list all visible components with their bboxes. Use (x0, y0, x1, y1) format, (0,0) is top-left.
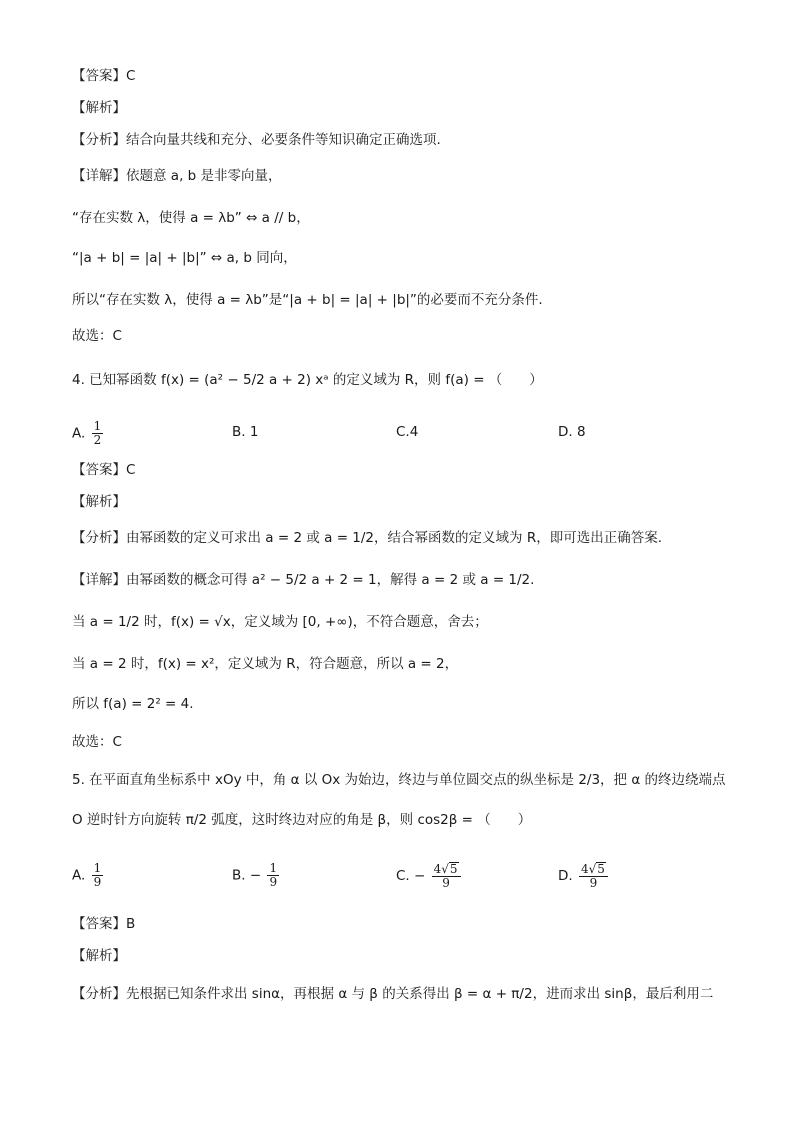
analysis-tag: 【解析】 (72, 100, 126, 116)
xiangjie-tag: 【详解】 (72, 168, 126, 184)
answer-tag: 【答案】 (72, 916, 126, 932)
xiangjie-line (72, 166, 734, 186)
fraction: $\frac{4√5}{9}$ (579, 862, 608, 890)
detail-line-3 (72, 248, 734, 268)
fenxi-tag: 【分析】 (72, 132, 126, 148)
option-label: A. (72, 867, 86, 884)
fenxi-text: 结合向量共线和充分、必要条件等知识确定正确选项. (126, 132, 441, 148)
answer-line (72, 66, 734, 86)
question-text: 5. 在平面直角坐标系中 xOy 中，角 α 以 Ox 为始边，终边与单位圆交点的纵坐标是 2/3，把 α 的终边绕端点 (72, 772, 726, 788)
fenxi-text: 先根据已知条件求出 sinα，再根据 α 与 β 的关系得出 β = α + π/2，进而求出 sinβ，最后利用二 (126, 986, 714, 1002)
answer-value: C (126, 68, 136, 84)
option-value: 8 (576, 424, 586, 440)
choose-line (72, 326, 734, 346)
fraction: $\frac{1}{2}$ (93, 419, 102, 447)
fenxi-line (72, 528, 734, 548)
answer-value: B (126, 916, 136, 932)
analysis-heading (72, 492, 734, 512)
choose-line (72, 732, 734, 752)
q5-option-c: C. − $\frac{4√5}{9}$ (396, 862, 463, 890)
q4-option-c (396, 422, 418, 442)
answer-tag: 【答案】 (72, 462, 126, 478)
option-label: C. (396, 868, 410, 884)
option-label: D. (558, 868, 573, 884)
option-label: C. (396, 424, 410, 440)
fenxi-tag: 【分析】 (72, 986, 126, 1002)
xiangjie-text: 由幂函数的概念可得 a² − 5/2 a + 2 = 1，解得 a = 2 或 a = 1/2. (126, 572, 535, 588)
detail-text: 所以 f(a) = 2² = 4. (72, 696, 194, 712)
question-text: O 逆时针方向旋转 π/2 弧度，这时终边对应的角是 β，则 cos2β = （ ） (72, 812, 532, 828)
fenxi-line (72, 984, 734, 1004)
q4-option-b (232, 422, 258, 442)
answer-line (72, 460, 734, 480)
fenxi-line (72, 130, 734, 150)
analysis-tag: 【解析】 (72, 494, 126, 510)
detail-text: “|a + b| = |a| + |b|” ⇔ a, b 同向， (72, 250, 297, 266)
analysis-heading (72, 98, 734, 118)
answer-line (72, 914, 734, 934)
option-value: 1 (249, 424, 259, 440)
fraction: $\frac{1}{9}$ (93, 861, 102, 889)
detail-text: 当 a = 2 时，f(x) = x²，定义域为 R，符合题意，所以 a = 2， (72, 656, 459, 672)
question-5-stem-line-1 (72, 770, 734, 790)
choose-text: 故选：C (72, 328, 122, 344)
analysis-tag: 【解析】 (72, 948, 126, 964)
xiangjie-line (72, 570, 734, 590)
choose-text: 故选：C (72, 734, 122, 750)
fenxi-text: 由幂函数的定义可求出 a = 2 或 a = 1/2，结合幂函数的定义域为 R，即可选出正确答案. (126, 530, 662, 546)
q4-option-a (72, 420, 105, 447)
detail-line-2 (72, 612, 734, 632)
q5-option-a (72, 862, 105, 889)
detail-line-3 (72, 654, 734, 674)
detail-text: 当 a = 1/2 时，f(x) = √x，定义域为 [0, +∞)，不符合题意，舍去； (72, 614, 488, 630)
fraction: $\frac{1}{9}$ (269, 861, 278, 889)
option-label: D. (558, 424, 573, 440)
question-5-stem-line-2 (72, 810, 734, 830)
detail-text: 所以“存在实数 λ，使得 a = λb”是“|a + b| = |a| + |b|”的必要而不充分条件. (72, 292, 543, 308)
fenxi-tag: 【分析】 (72, 530, 126, 546)
xiangjie-text: 依题意 a, b 是非零向量， (126, 168, 282, 184)
option-label: A. (72, 425, 86, 442)
question-text: 4. 已知幂函数 f(x) = (a² − 5/2 a + 2) xᵃ 的定义域为 R，则 f(a) = （ ） (72, 372, 543, 388)
q5-option-b: B. − $\frac{1}{9}$ (232, 861, 278, 889)
option-label: B. (232, 867, 246, 884)
option-value: 4 (409, 424, 419, 440)
answer-tag: 【答案】 (72, 68, 126, 84)
detail-line-4 (72, 290, 734, 310)
fraction: $\frac{4√5}{9}$ (432, 862, 461, 890)
option-label: B. (232, 424, 246, 440)
q4-option-d (558, 422, 586, 442)
xiangjie-tag: 【详解】 (72, 572, 126, 588)
detail-line-2 (72, 208, 734, 228)
answer-value: C (126, 462, 136, 478)
detail-text: “存在实数 λ，使得 a = λb” ⇔ a // b， (72, 210, 310, 226)
q5-option-d (558, 862, 610, 890)
question-4-stem (72, 370, 734, 390)
detail-line-4 (72, 694, 734, 714)
analysis-heading (72, 946, 734, 966)
